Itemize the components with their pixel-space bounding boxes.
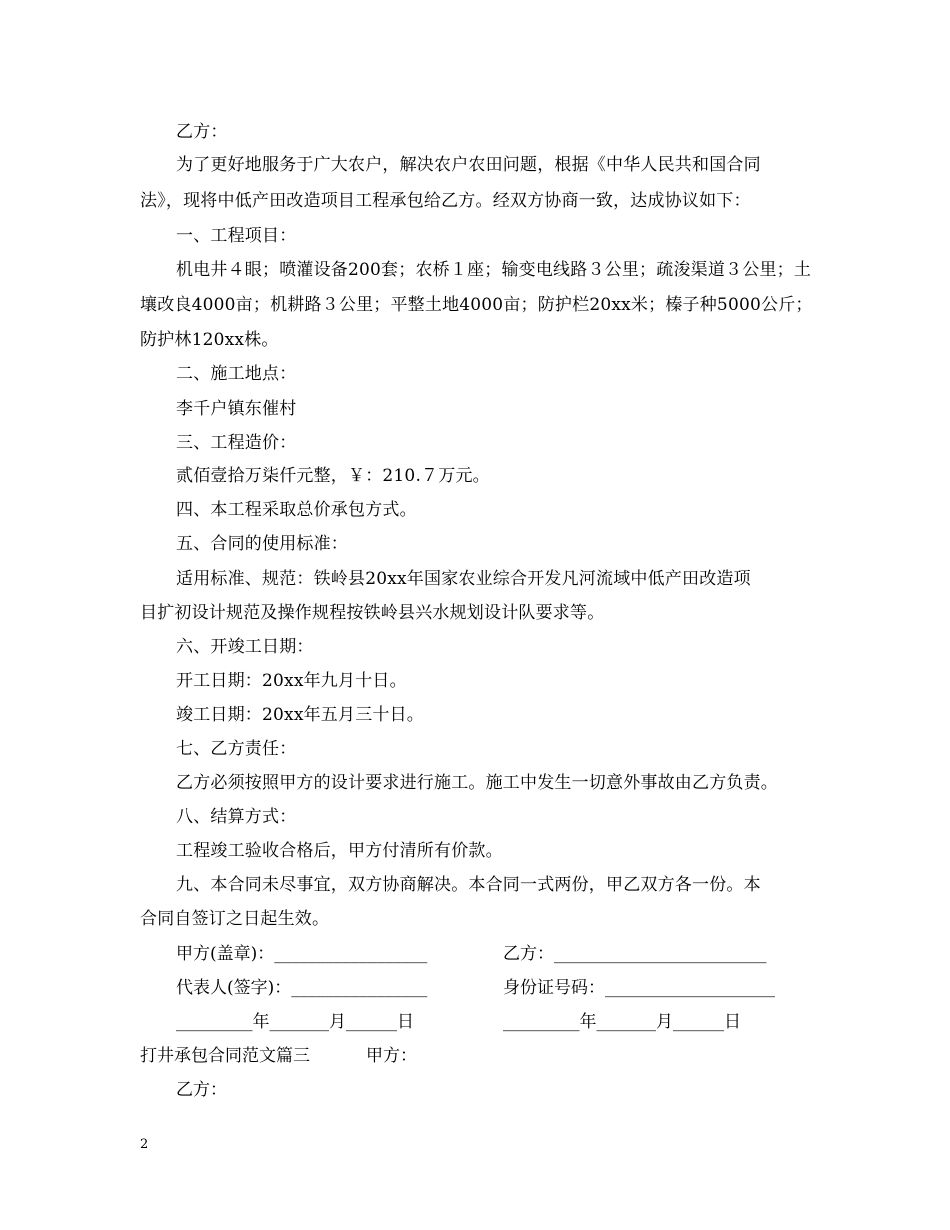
text-line: 机电井４眼；喷灌设备200套；农桥１座；输变电线路３公里；疏浚渠道３公里；土 <box>176 260 812 280</box>
next-section-title: 打井承包合同范文篇三 <box>140 1046 310 1066</box>
text-line: 适用标准、规范：铁岭县20xx年国家农业综合开发凡河流域中低产田改造项 <box>176 569 751 589</box>
section-heading: 七、乙方责任： <box>176 739 297 759</box>
next-party-a: 甲方： <box>366 1046 417 1066</box>
next-party-b: 乙方： <box>176 1080 227 1100</box>
text-line: 贰佰壹拾万柒仟元整，￥：210.７万元。 <box>176 466 490 486</box>
text-line: 为了更好地服务于广大农户，解决农户农田问题，根据《中华人民共和国合同 <box>176 155 761 175</box>
section-heading: 二、施工地点： <box>176 364 297 384</box>
section-heading: 六、开竣工日期： <box>176 637 314 657</box>
text-line: 壤改良4000亩；机耕路３公里；平整土地4000亩；防护栏20xx米；榛子种5000公斤； <box>140 295 813 315</box>
date-right: _________年_______月______日 <box>503 1012 741 1032</box>
text-line: 九、本合同未尽事宜，双方协商解决。本合同一式两份，甲乙双方各一份。本 <box>176 875 761 895</box>
party-a-seal-field: 甲方(盖章)：__________________ <box>176 944 428 964</box>
text-line: 目扩初设计规范及操作规程按铁岭县兴水规划设计队要求等。 <box>140 603 605 623</box>
section-heading: 八、结算方式： <box>176 807 297 827</box>
text-line: 开工日期：20xx年九月十日。 <box>176 671 407 691</box>
id-number-field: 身份证号码：____________________ <box>503 978 775 998</box>
text-line: 合同自签订之日起生效。 <box>140 909 330 929</box>
date-left: _________年_______月______日 <box>176 1012 414 1032</box>
section-heading: 五、合同的使用标准： <box>176 534 348 554</box>
section-heading: 四、本工程采取总价承包方式。 <box>176 500 417 520</box>
text-line: 乙方必须按照甲方的设计要求进行施工。施工中发生一切意外事故由乙方负责。 <box>176 773 778 793</box>
party-b-field: 乙方：_________________________ <box>503 944 767 964</box>
text-line: 李千户镇东催村 <box>176 399 297 419</box>
text-line: 乙方： <box>176 122 228 142</box>
section-heading: 一、工程项目： <box>176 226 297 246</box>
text-line: 工程竣工验收合格后，甲方付清所有价款。 <box>176 841 503 861</box>
text-line: 防护林120xx株。 <box>140 330 279 350</box>
section-heading: 三、工程造价： <box>176 433 297 453</box>
representative-field: 代表人(签字)：________________ <box>176 978 428 998</box>
page-number: 2 <box>140 1137 149 1152</box>
text-line: 法》，现将中低产田改造项目工程承包给乙方。经双方协商一致，达成协议如下： <box>140 191 751 211</box>
text-line: 竣工日期：20xx年五月三十日。 <box>176 705 425 725</box>
